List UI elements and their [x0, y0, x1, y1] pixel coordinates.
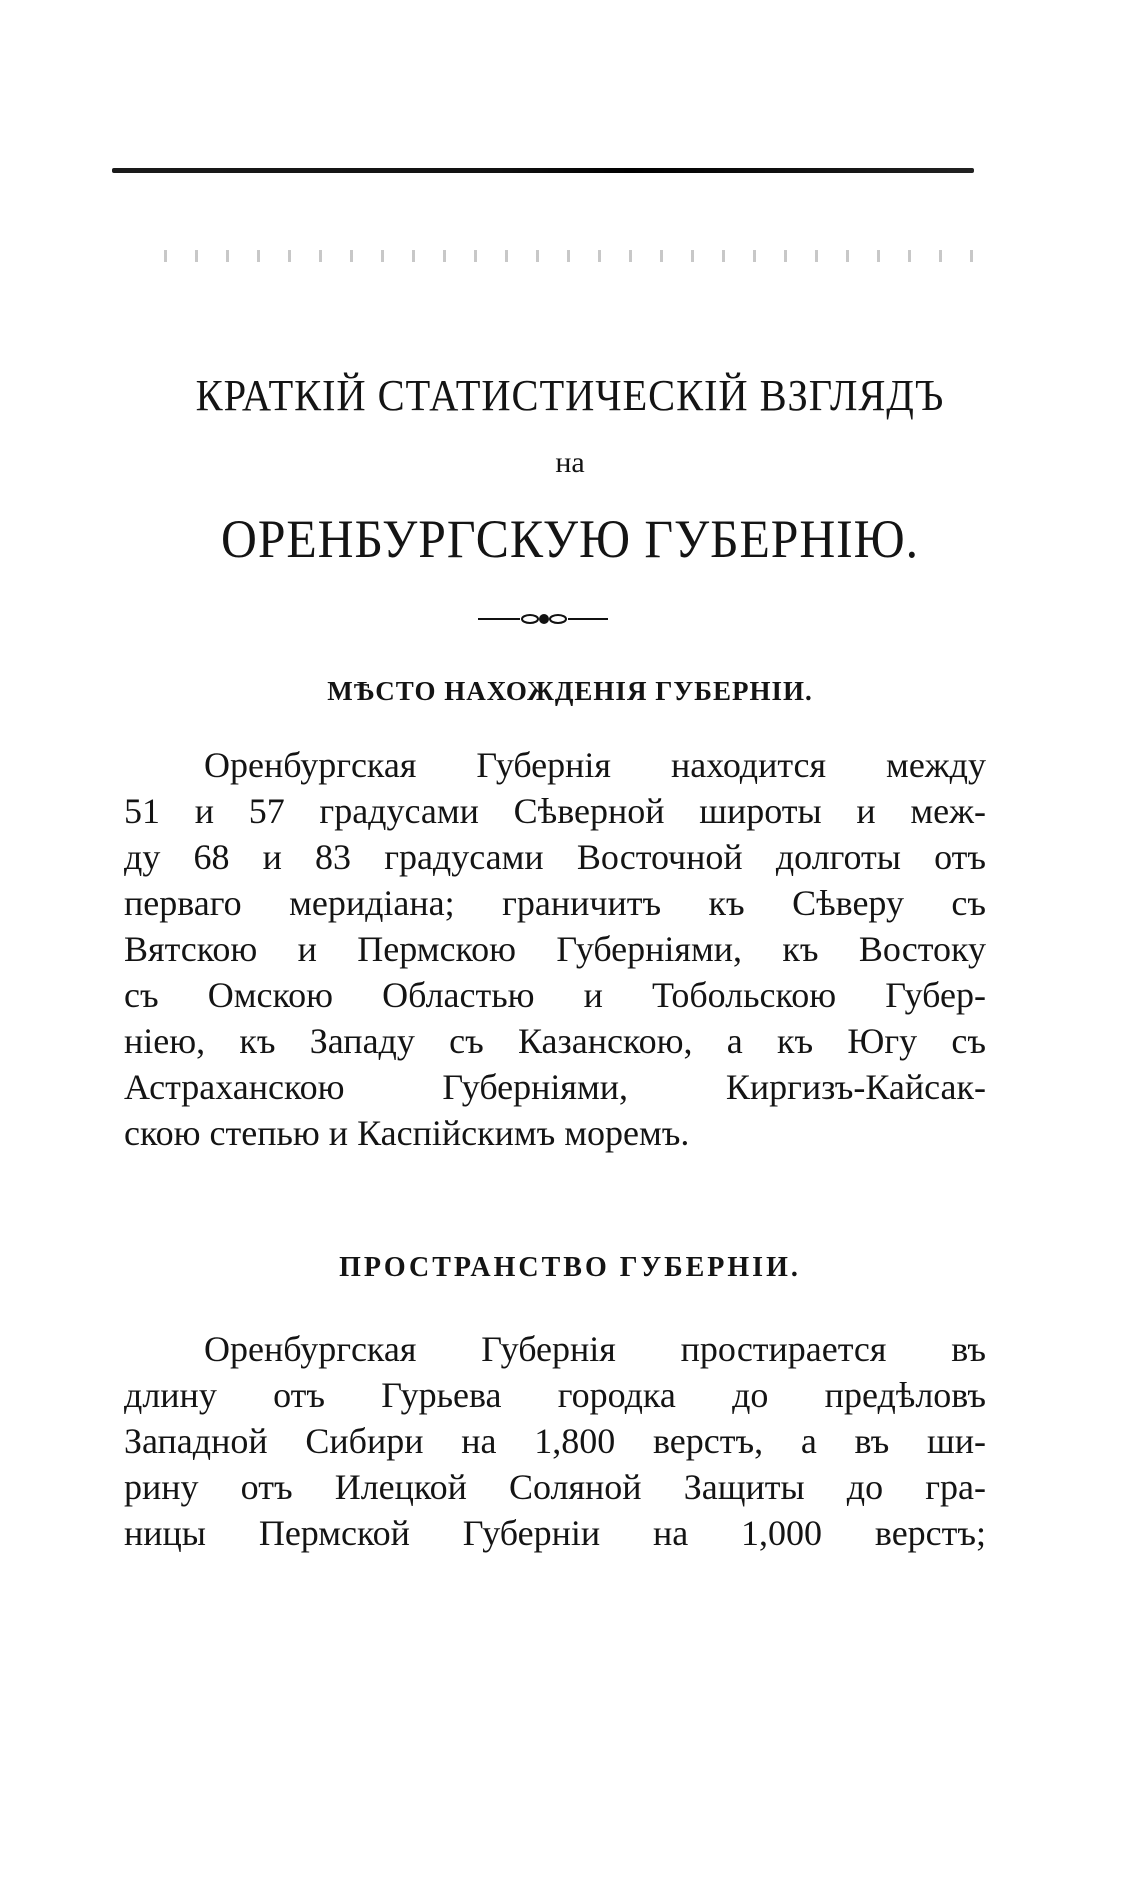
ornament-divider [478, 612, 608, 626]
text-line: длину отъ Гурьева городка до предѣловъ [124, 1375, 986, 1415]
text-line: Оренбургская Губернія простирается въ [204, 1329, 986, 1369]
section-heading-extent: ПРОСТРАНСТВО ГУБЕРНІИ. [339, 1252, 801, 1283]
text-line: Оренбургская Губернія находится между [204, 745, 986, 785]
title-connector: на [555, 446, 585, 479]
paragraph-location [124, 742, 986, 1156]
text-line: рину отъ Илецкой Соляной Защиты до гра- [124, 1467, 986, 1507]
paragraph-extent [124, 1326, 986, 1556]
text-line: ницы Пермской Губерніи на 1,000 верстъ; [124, 1513, 986, 1553]
text-line: съ Омскою Областью и Тобольскою Губер- [124, 975, 986, 1015]
text-line: ду 68 и 83 градусами Восточной долготы отъ [124, 837, 986, 877]
title-region: ОРЕНБУРГСКУЮ ГУБЕРНІЮ. [221, 509, 919, 569]
title-main: КРАТКІЙ СТАТИСТИЧЕСКІЙ ВЗГЛЯДЪ [195, 371, 945, 420]
text-line: перваго меридіана; граничитъ къ Сѣверу съ [124, 883, 986, 923]
top-rule [112, 168, 974, 173]
text-line: Астраханскою Губерніями, Киргизъ-Кайсак- [124, 1067, 986, 1107]
print-speckles [150, 250, 990, 262]
text-line: 51 и 57 градусами Сѣверной широты и меж- [124, 791, 986, 831]
text-line: Западной Сибири на 1,800 верстъ, а въ ши- [124, 1421, 986, 1461]
section-heading-location: МѢСТО НАХОЖДЕНІЯ ГУБЕРНІИ. [327, 676, 813, 706]
text-line: скою степью и Каспійскимъ моремъ. [124, 1113, 690, 1153]
text-line: Вятскою и Пермскою Губерніями, къ Востоку [124, 929, 986, 969]
text-line: ніею, къ Западу съ Казанскою, а къ Югу съ [124, 1021, 986, 1061]
